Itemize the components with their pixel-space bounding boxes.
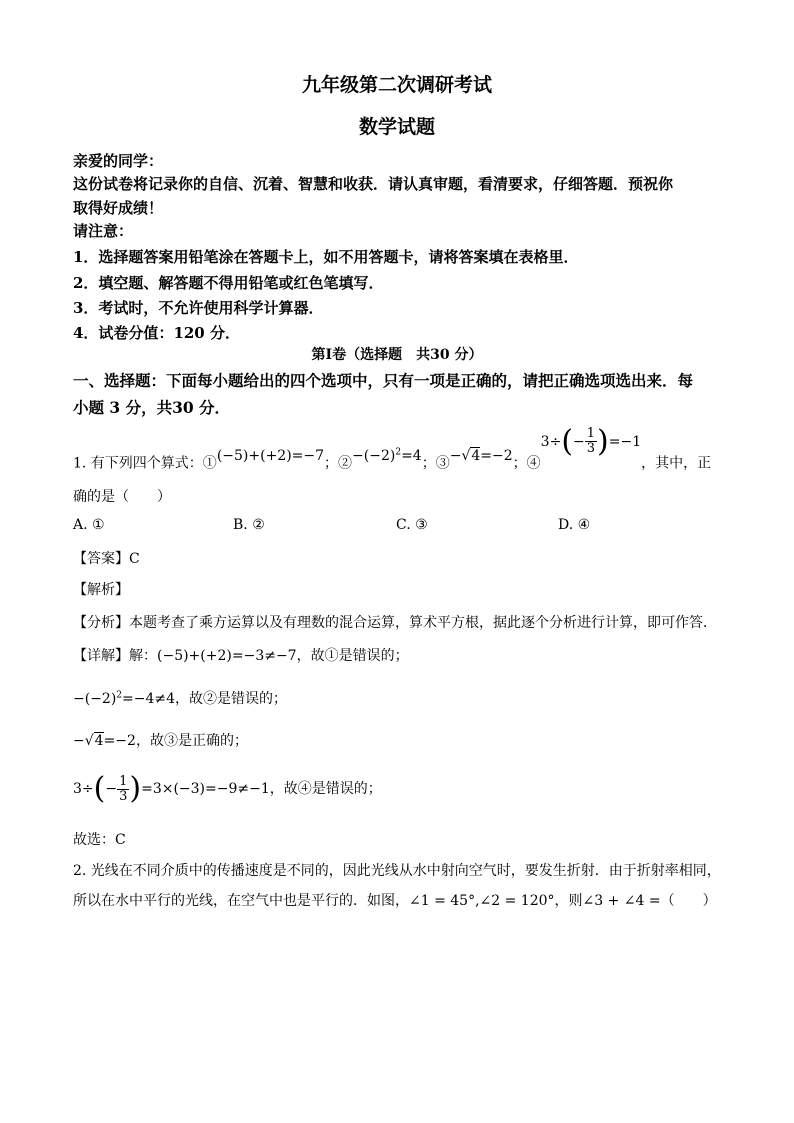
detail-4-denominator: 3	[119, 788, 128, 804]
q1-line-2: 确的是（ ）	[73, 489, 171, 505]
q1-sep-3: ；③	[421, 455, 450, 472]
q1-option-c: C. ③	[396, 517, 428, 533]
q1-option-b: B. ②	[233, 517, 265, 533]
q1-expr-2-exponent: 2	[395, 447, 402, 457]
q1-expr-3a: −	[449, 447, 462, 464]
detail-4-text: ，故④是错误的；	[269, 781, 382, 797]
intro-line-2: 取得好成绩！	[73, 199, 164, 217]
notice-heading: 请注意：	[73, 222, 134, 240]
q1-fraction-denominator: 3	[586, 441, 596, 457]
analysis-text: 【分析】本题考查了乘方运算以及有理数的混合运算，算术平方根，据此逐个分析进行计算，即可作答．	[73, 615, 717, 631]
q2-line-2: 所以在水中平行的光线，在空气中也是平行的．如图，∠1 = 45°,∠2 = 120°，则∠3 + ∠4 =（ ）	[73, 893, 717, 909]
detail-4-neg: −	[105, 781, 118, 797]
detail-2-exponent: 2	[116, 690, 123, 701]
q1-expr-3-radicand: 4	[471, 447, 481, 464]
q1-left-paren: (	[561, 423, 574, 459]
rule-4: 4．试卷分值：120 分．	[73, 324, 240, 342]
detail-prefix: 【详解】解：	[73, 648, 157, 664]
q1-expr-4	[540, 423, 642, 459]
rule-3: 3．考试时，不允许使用科学计算器．	[73, 299, 324, 317]
detail-2b: =−4≠4	[122, 691, 176, 707]
q1-sep-4: ；④	[512, 455, 541, 472]
exam-subtitle: 数学试题	[358, 116, 435, 138]
q1-option-a: A. ①	[73, 517, 105, 533]
detail-3-text: ，故③是正确的；	[135, 733, 248, 749]
section-heading: 第Ⅰ卷（选择题 共30 分）	[311, 347, 483, 363]
q1-expr-3: −√4=−2	[449, 447, 513, 464]
question-1	[73, 423, 712, 480]
detail-3-radicand: 4	[94, 733, 104, 749]
q1-suffix: ，其中，正	[641, 455, 712, 472]
q1-sep-2: ；②	[324, 455, 353, 472]
detail-4-right-paren: )	[129, 771, 142, 806]
detail-2a: −(−2)	[73, 691, 117, 707]
greeting: 亲爱的同学：	[73, 152, 164, 170]
rule-2: 2．填空题、解答题不得用铅笔或红色笔填写．	[73, 274, 384, 292]
q1-prefix: 1. 有下列四个算式：①	[73, 455, 217, 472]
detail-line-3	[73, 730, 248, 750]
q1-right-paren: )	[597, 423, 609, 459]
q1-expr-3b: =−2	[480, 447, 513, 464]
q1-fraction	[585, 427, 597, 456]
q1-expr-4b: =−1	[608, 433, 642, 450]
section-instruction-1: 一、选择题：下面每小题给出的四个选项中，只有一项是正确的，请把正确选项选出来．每	[73, 371, 694, 390]
q1-expr-2b: =4	[401, 447, 422, 464]
rule-1: 1．选择题答案用铅笔涂在答题卡上，如不用答题卡，请将答案填在表格里．	[73, 248, 579, 266]
q1-option-d: D. ④	[558, 517, 591, 533]
choice-line: 故选：C	[73, 832, 126, 848]
intro-line-1: 这份试卷将记录你的自信、沉着、智慧和收获．请认真审题，看清要求，仔细答题．预祝你	[73, 175, 674, 193]
detail-4-expr	[73, 771, 270, 806]
exam-title: 九年级第二次调研考试	[301, 74, 492, 96]
q1-expr-1: (−5)+(+2)=−7	[216, 447, 325, 464]
detail-4-left-paren: (	[93, 771, 106, 806]
detail-3b: =−2	[103, 733, 136, 749]
detail-3-expr: −√4=−2	[73, 733, 136, 749]
detail-line-2	[73, 688, 287, 708]
detail-2-expr	[73, 691, 175, 707]
q1-expr-4-neg: −	[573, 433, 585, 450]
detail-3a: −	[73, 733, 85, 749]
q2-line-1: 2. 光线在不同介质中的传播速度是不同的，因此光线从水中射向空气时，要发生折射．由于折射率相同，	[73, 863, 721, 879]
answer-label: 【答案】C	[73, 551, 140, 567]
detail-4a: 3÷	[73, 781, 94, 797]
section-instruction-2: 小题 3 分，共30 分．	[73, 398, 231, 417]
detail-2-text: ，故②是错误的；	[175, 691, 288, 707]
detail-1-text: ，故①是错误的；	[296, 648, 409, 664]
detail-1-expr: (−5)+(+2)=−3≠−7	[157, 648, 297, 664]
q1-expr-2	[352, 448, 422, 464]
analysis-label: 【解析】	[73, 582, 129, 598]
detail-4b: =3×(−3)=−9≠−1	[141, 781, 270, 797]
detail-4-fraction	[117, 775, 129, 804]
q1-expr-4a: 3÷	[540, 433, 562, 450]
q1-expr-2a: −(−2)	[352, 447, 396, 464]
detail-line-1	[73, 645, 409, 665]
detail-4-numerator: 1	[119, 773, 128, 789]
detail-line-4	[73, 768, 382, 810]
q1-fraction-numerator: 1	[586, 426, 596, 442]
